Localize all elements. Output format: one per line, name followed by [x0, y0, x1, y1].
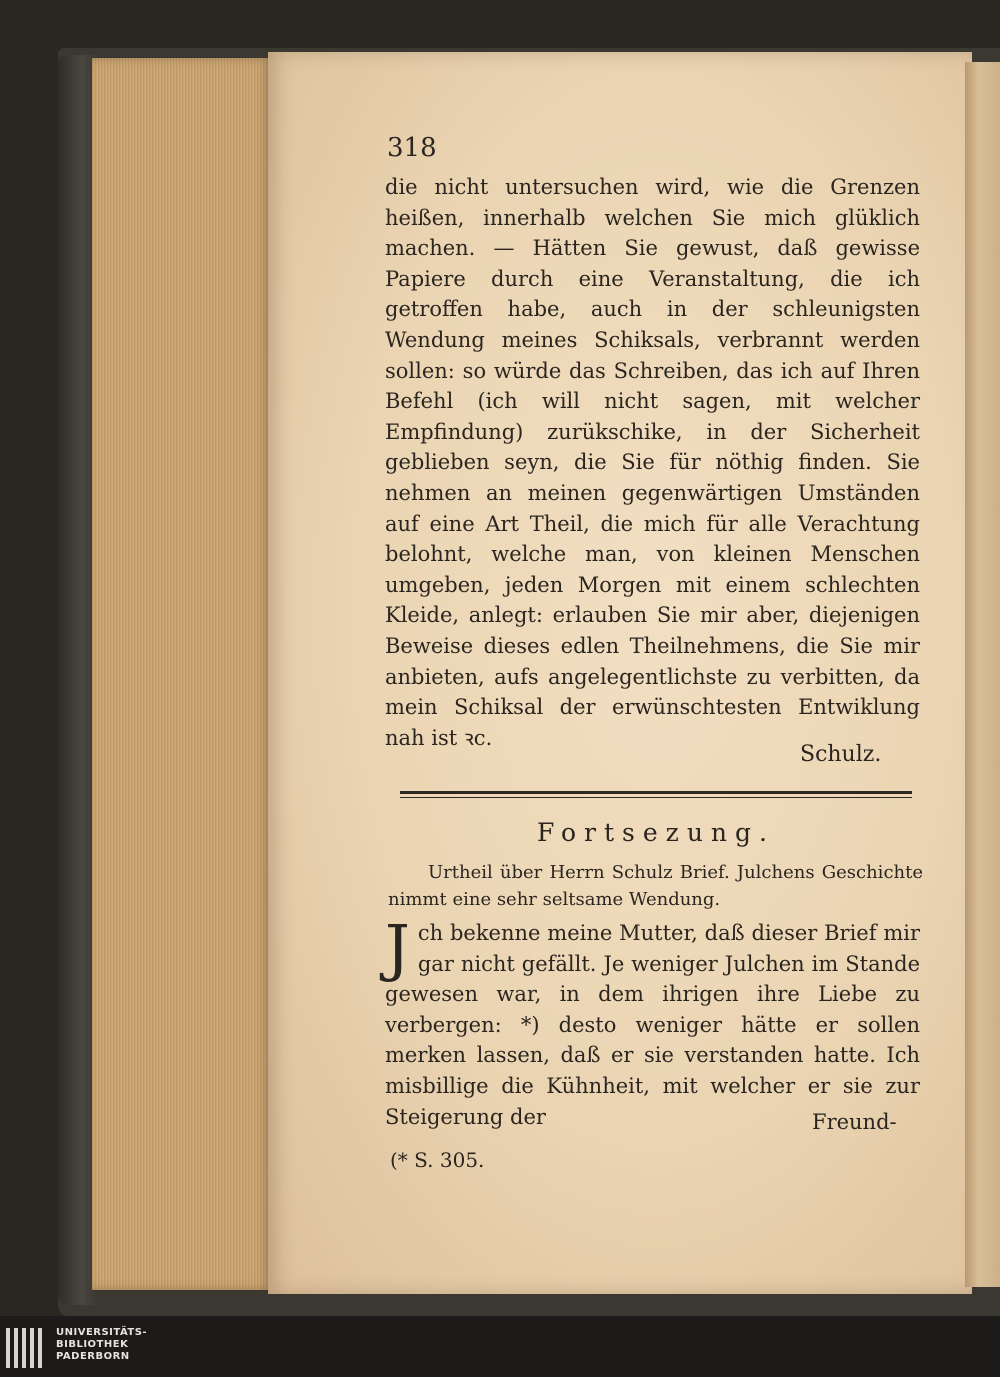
- section-summary: Urtheil über Herrn Schulz Brief. Julchens Geschichte nimmt eine sehr seltsame Wendung.: [388, 862, 923, 910]
- library-footer: [0, 1316, 1000, 1377]
- page-number: 318: [387, 133, 437, 163]
- catchword: Freund-: [812, 1110, 897, 1134]
- section-divider-thick: [400, 791, 912, 794]
- letter-text: die nicht untersuchen wird, wie die Grenzen heißen, innerhalb welchen Sie mich glüklich machen. — Hätten Sie gewust, daß gewisse Papiere durch eine Veranstaltung, die ich getroffen habe, auch in der schleunigsten Wendung meines Schiksals, verbrannt werden sollen: so würde das Schreiben, das ich auf Ihren Befehl (ich will nicht sagen, mit welcher Empfindung) zurükschike, in der Sicherheit geblieben seyn, die Sie für nöthig finden. Sie nehmen an meinen gegenwärtigen Umständen auf eine Art Theil, die mich für alle Verachtung belohnt, welche man, von kleinen Menschen umgeben, jeden Morgen mit einem schlechten Kleide, anlegt: erlauben Sie mir aber, diejenigen Beweise dieses edlen Theilnehmens, die Sie mir anbieten, aufs angelegentlichste zu verbitten, da mein Schiksal der erwünschtesten Entwiklung nah ist ꝛc.: [385, 175, 920, 750]
- letter-signature: Schulz.: [800, 742, 882, 767]
- chapter-body: [385, 911, 920, 1132]
- library-name: [56, 1327, 147, 1363]
- chapter-body-text: ch bekenne meine Mutter, daß dieser Brief mir gar nicht gefällt. Je weniger Julchen im Stande gewesen war, in dem ihrigen ihre Liebe zu verbergen: *) desto weniger hätte er sollen merken lassen, daß er sie verstanden hatte. Ich misbillige die Kühnheit, mit welcher er sie zur Steigerung der: [385, 921, 920, 1129]
- section-heading: Fortsezung.: [537, 818, 775, 847]
- library-name-line3: PADERBORN: [56, 1351, 130, 1362]
- footnote: (* S. 305.: [390, 1148, 485, 1172]
- page-block-edge: [92, 58, 272, 1290]
- facing-page-edge: [965, 62, 1000, 1287]
- drop-cap: J: [385, 911, 410, 984]
- library-logo-icon: [6, 1328, 48, 1368]
- section-divider-thin: [400, 797, 912, 798]
- library-name-line1: UNIVERSITÄTS-: [56, 1327, 148, 1338]
- library-name-line2: BIBLIOTHEK: [56, 1339, 129, 1350]
